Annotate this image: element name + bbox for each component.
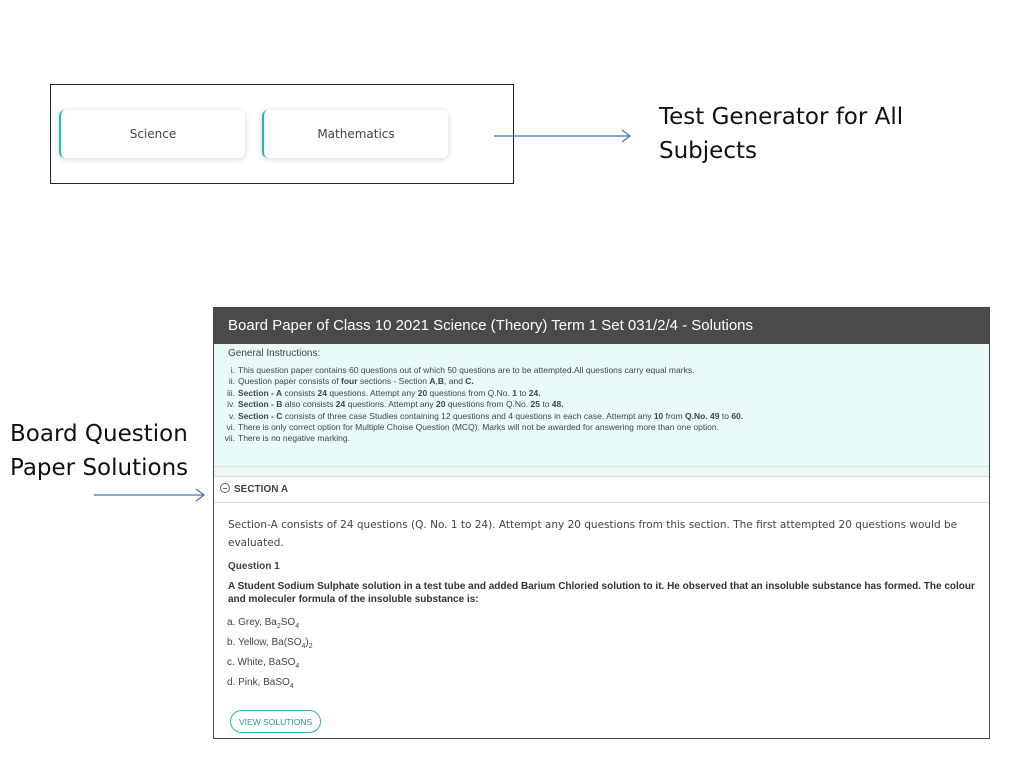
instruction-text: sections - Section: [357, 376, 430, 387]
question-text: A Student Sodium Sulphate solution in a test tube and added Barium Chloried solution to it. He observed that an insoluble substance has formed. The colour and moleculer formula of the insoluble substance is:: [228, 581, 975, 605]
instruction-item: [214, 433, 989, 444]
option-text: c. White, BaSO: [227, 657, 296, 668]
option-text: a. Grey, Ba: [227, 617, 277, 628]
instruction-text: 20: [417, 387, 428, 398]
option-text: d. Pink, BaSO: [227, 677, 290, 688]
answer-option: [227, 613, 975, 633]
instruction-text: 24: [335, 399, 346, 410]
answer-option: [227, 653, 975, 673]
instruction-item: [214, 365, 989, 376]
instruction-text: C.: [465, 376, 474, 387]
instruction-text: questions from Q.No.: [445, 399, 531, 410]
instruction-text: 1: [512, 387, 517, 398]
answer-option: [227, 673, 975, 693]
test-generator-caption: Test Generator for All Subjects: [659, 104, 904, 164]
option-text: 4: [295, 663, 300, 670]
arrow-right-icon: [94, 487, 208, 503]
answer-option: [227, 633, 975, 653]
instruction-number: vi.: [226, 421, 235, 432]
instruction-text: 48.: [551, 399, 564, 410]
instruction-text: 24: [317, 387, 327, 398]
option-text: 4: [301, 643, 306, 650]
instruction-text: also consists: [282, 399, 336, 410]
divider: [214, 467, 989, 477]
section-label: SECTION A: [234, 484, 289, 495]
option-text: SO: [280, 617, 296, 628]
instruction-text: There is only correct option for Multiple Choise Question (MCQ). Marks will not be awarded for answering more than one option.: [238, 421, 719, 432]
question-title: Question 1: [228, 561, 280, 572]
instruction-text: to: [539, 399, 552, 410]
instruction-text: ,: [435, 376, 438, 387]
instruction-text: , and: [444, 376, 466, 387]
instruction-number: iii.: [226, 387, 235, 398]
instruction-text: from: [663, 410, 686, 421]
instructions-list: [214, 365, 989, 445]
instruction-text: A: [429, 376, 436, 387]
instruction-text: questions. Attempt any: [345, 399, 436, 410]
option-text: 2: [308, 643, 313, 650]
board-solutions-caption: Board Question Paper Solutions: [10, 421, 189, 481]
mathematics-card[interactable]: Mathematics: [262, 110, 448, 158]
instruction-text: to: [516, 387, 529, 398]
view-solutions-button[interactable]: VIEW SOLUTIONS: [230, 710, 321, 733]
instruction-number: iv.: [227, 399, 235, 410]
instruction-text: questions from Q.No.: [427, 387, 513, 398]
instruction-text: Section - B: [238, 399, 283, 410]
instruction-text: This question paper contains 60 questions out of which 50 questions are to be attempted.All questions carry equal marks.: [238, 365, 695, 375]
instruction-text: consists: [282, 387, 318, 398]
instruction-item: [214, 422, 989, 433]
answer-options: [227, 613, 975, 693]
section-a-body: [214, 503, 989, 733]
instructions-title: General Instructions:: [228, 348, 321, 359]
option-text: 4: [295, 623, 300, 630]
instruction-number: v.: [229, 410, 235, 421]
instruction-number: ii.: [228, 376, 235, 387]
subject-cards-panel: [50, 84, 514, 184]
collapse-icon[interactable]: [220, 483, 230, 493]
instruction-text: four: [341, 376, 358, 387]
instruction-text: Q.No. 49: [685, 410, 720, 421]
paper-title: Board Paper of Class 10 2021 Science (Theory) Term 1 Set 031/2/4 - Solutions: [214, 308, 989, 344]
instruction-text: 25: [530, 399, 540, 410]
instruction-text: questions. Attempt any: [326, 387, 418, 398]
instruction-text: B: [437, 376, 445, 387]
instruction-text: Section - C: [238, 410, 283, 421]
instruction-item: [214, 388, 989, 399]
option-text: 2: [276, 623, 281, 630]
arrow-right-icon: [494, 128, 634, 144]
instruction-text: Section - A: [238, 387, 283, 398]
board-paper-solutions-panel: [213, 307, 990, 739]
instruction-item: [214, 411, 989, 422]
instruction-text: to: [719, 410, 732, 421]
instruction-number: vii.: [224, 433, 235, 444]
option-text: ): [305, 637, 309, 648]
section-a-toggle[interactable]: [214, 477, 989, 503]
option-text: b. Yellow, Ba(SO: [227, 637, 302, 648]
section-description: Section-A consists of 24 questions (Q. No. 1 to 24). Attempt any 20 questions from this section. The first attempted 20 questions would be evaluated.: [228, 519, 958, 549]
general-instructions: [214, 344, 989, 467]
instruction-text: 20: [436, 399, 446, 410]
instruction-text: 10: [653, 410, 664, 421]
instruction-text: Question paper consists of: [238, 376, 342, 387]
instruction-text: consists of three case Studies containing 12 questions and 4 questions in each case. Attempt any: [282, 410, 654, 421]
instruction-number: i.: [230, 365, 235, 375]
instruction-text: 24.: [528, 387, 541, 398]
instruction-text: There is no negative marking.: [238, 433, 350, 444]
science-card[interactable]: Science: [59, 110, 245, 158]
instruction-item: [214, 376, 989, 387]
option-text: 4: [289, 683, 294, 690]
instruction-text: 60.: [731, 410, 744, 421]
instruction-item: [214, 399, 989, 410]
